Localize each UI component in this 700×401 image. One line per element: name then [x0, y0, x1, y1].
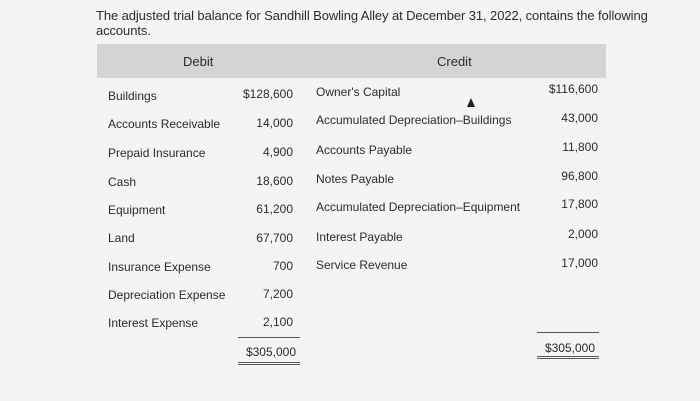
- intro-text: The adjusted trial balance for Sandhill Bowling Alley at December 31, 2022, contains the following accounts.: [96, 8, 648, 38]
- debit-total-rule: [238, 337, 300, 338]
- debit-total: $305,000: [245, 345, 296, 359]
- debit-amount: 67,700: [256, 231, 293, 245]
- credit-account-name: Service Revenue: [316, 258, 408, 272]
- debit-account-name: Insurance Expense: [108, 260, 211, 274]
- debit-amount: 7,200: [262, 287, 293, 301]
- credit-header: Credit: [437, 54, 472, 69]
- credit-account-name: Owner's Capital: [316, 85, 401, 99]
- credit-amount: 17,000: [561, 256, 598, 270]
- credit-total-double-rule: [537, 358, 599, 359]
- debit-amount: $128,600: [242, 87, 293, 101]
- credit-total-rule: [537, 332, 599, 333]
- debit-account-name: Interest Expense: [108, 316, 199, 330]
- debit-account-name: Prepaid Insurance: [108, 146, 206, 160]
- debit-account-name: Equipment: [108, 203, 166, 217]
- debit-amount: 18,600: [256, 174, 293, 188]
- credit-total: $305,000: [544, 341, 595, 355]
- credit-account-name: Notes Payable: [316, 172, 395, 186]
- debit-account-name: Buildings: [108, 89, 157, 103]
- debit-account-name: Cash: [108, 175, 137, 189]
- credit-amount: 96,800: [561, 169, 598, 183]
- credit-account-name: Accumulated Depreciation–Buildings: [316, 113, 512, 127]
- credit-amount: 43,000: [561, 111, 598, 125]
- debit-total-double-rule: [238, 364, 300, 365]
- credit-amount: 11,800: [562, 140, 598, 154]
- credit-account-name: Accumulated Depreciation–Equipment: [316, 200, 521, 214]
- debit-amount: 2,100: [262, 315, 293, 329]
- debit-header: Debit: [183, 54, 214, 69]
- table-header: [97, 44, 606, 78]
- credit-account-name: Accounts Payable: [316, 143, 413, 157]
- credit-account-name: Interest Payable: [316, 230, 403, 244]
- debit-total-double-rule: [238, 362, 300, 363]
- debit-account-name: Accounts Receivable: [108, 117, 221, 131]
- credit-total-double-rule: [537, 356, 599, 357]
- debit-amount: 14,000: [256, 116, 293, 130]
- credit-amount: $116,600: [548, 82, 598, 96]
- credit-amount: 2,000: [567, 227, 598, 241]
- debit-account-name: Depreciation Expense: [108, 288, 226, 302]
- debit-amount: 4,900: [262, 145, 293, 159]
- mouse-cursor-icon: [467, 98, 475, 107]
- debit-amount: 61,200: [256, 202, 293, 216]
- credit-amount: 17,800: [561, 197, 598, 211]
- debit-amount: 700: [272, 259, 293, 273]
- debit-account-name: Land: [108, 231, 135, 245]
